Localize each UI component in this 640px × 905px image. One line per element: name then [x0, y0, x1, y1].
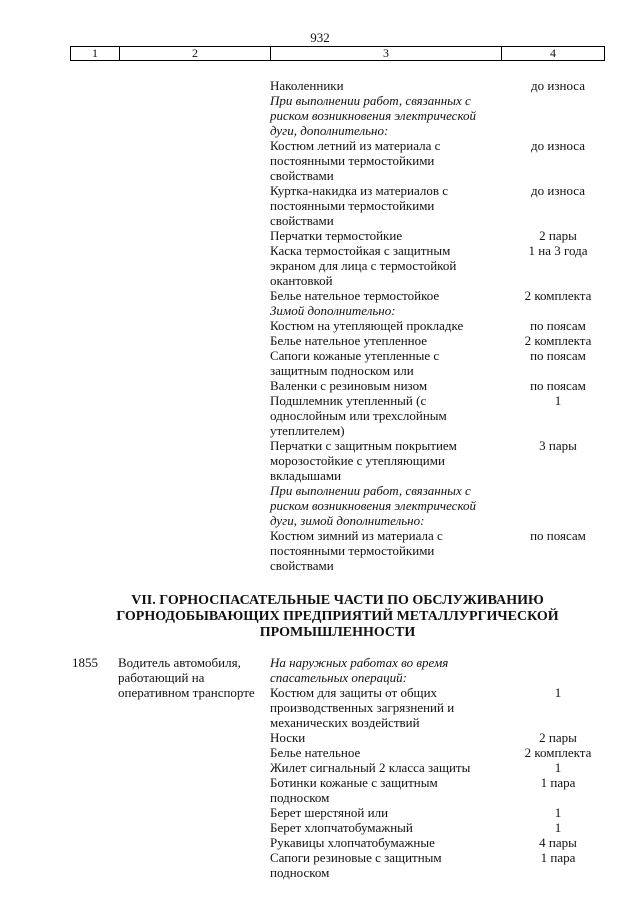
- item-name: Белье нательное термостойкое: [270, 288, 440, 303]
- list-item: [0, 243, 640, 288]
- list-item: [0, 78, 640, 93]
- item-norm: до износа: [531, 183, 585, 198]
- item-norm: 1: [554, 820, 562, 835]
- list-item: [0, 835, 640, 850]
- item-norm: 2 комплекта: [524, 745, 592, 760]
- item-name: Перчатки термостойкие: [270, 228, 403, 243]
- item-name: Подшлемник утепленный (с однослойным или трехслойным утеплителем): [270, 393, 447, 438]
- entry-ppe-list: [0, 655, 640, 880]
- item-name: Жилет сигнальный 2 класса защиты: [270, 760, 471, 775]
- list-item: [0, 438, 640, 483]
- item-norm: 1: [554, 805, 562, 820]
- list-item: [0, 745, 640, 760]
- item-name: Берет хлопчатобумажный: [270, 820, 413, 835]
- item-name: Белье нательное утепленное: [270, 333, 428, 348]
- item-norm: 4 пары: [539, 835, 577, 850]
- column-header-1: 1: [71, 47, 120, 60]
- item-norm: 3 пары: [539, 438, 577, 453]
- item-name: Берет шерстяной или: [270, 805, 389, 820]
- list-item: [0, 303, 640, 318]
- item-norm: 1 пара: [540, 775, 576, 790]
- item-name: Каска термостойкая с защитным экраном для лица с термостойкой окантовкой: [270, 243, 457, 288]
- condition-note: На наружных работах во время спасательных операций:: [270, 655, 449, 685]
- item-name: Сапоги кожаные утепленные с защитным подноском или: [270, 348, 440, 378]
- column-header-row: [70, 46, 605, 61]
- item-norm: 2 пары: [539, 228, 577, 243]
- item-norm: 2 комплекта: [524, 288, 592, 303]
- list-item: [0, 348, 640, 378]
- item-norm: по поясам: [530, 348, 586, 363]
- entry-position: Водитель автомобиля, работающий на оперативном транспорте: [118, 655, 255, 700]
- item-norm: 1 пара: [540, 850, 576, 865]
- item-norm: 1: [554, 685, 562, 700]
- list-item: [0, 288, 640, 303]
- item-name: Костюм для защиты от общих производственных загрязнений и механических воздействий: [270, 685, 455, 730]
- list-item: [0, 655, 640, 685]
- column-header-2: 2: [120, 47, 271, 60]
- list-item: [0, 483, 640, 528]
- item-norm: [508, 303, 608, 318]
- list-item: [0, 850, 640, 880]
- list-item: [0, 378, 640, 393]
- condition-note: При выполнении работ, связанных с риском возникновения электрической дуги, дополнительно:: [270, 93, 477, 138]
- item-norm: по поясам: [530, 318, 586, 333]
- item-norm: [508, 483, 608, 528]
- list-item: [0, 685, 640, 730]
- item-name: Костюм летний из материала с постоянными термостойкими свойствами: [270, 138, 441, 183]
- item-norm: до износа: [531, 78, 585, 93]
- item-norm: по поясам: [530, 378, 586, 393]
- item-name: Перчатки с защитным покрытием морозостойкие с утепляющими вкладышами: [270, 438, 457, 483]
- column-header-3: 3: [271, 47, 502, 60]
- item-norm: по поясам: [530, 528, 586, 543]
- item-norm: 2 комплекта: [524, 333, 592, 348]
- page-number: 932: [310, 30, 330, 45]
- condition-note: При выполнении работ, связанных с риском возникновения электрической дуги, зимой дополнительно:: [270, 483, 477, 528]
- list-item: [0, 333, 640, 348]
- list-item: [0, 775, 640, 805]
- item-name: Ботинки кожаные с защитным подноском: [270, 775, 438, 805]
- list-item: [0, 528, 640, 573]
- item-name: Наколенники: [270, 78, 344, 93]
- list-item: [0, 93, 640, 138]
- ppe-list-continued: [0, 78, 640, 573]
- item-name: Белье нательное: [270, 745, 361, 760]
- item-norm: [508, 655, 608, 685]
- list-item: [0, 820, 640, 835]
- section-title: VII. ГОРНОСПАСАТЕЛЬНЫЕ ЧАСТИ ПО ОБСЛУЖИВАНИЮ ГОРНОДОБЫВАЮЩИХ ПРЕДПРИЯТИЙ МЕТАЛЛУРГИЧЕСКОЙ ПРОМЫШЛЕННОСТИ: [116, 593, 559, 640]
- list-item: [0, 228, 640, 243]
- list-item: [0, 805, 640, 820]
- list-item: [0, 138, 640, 183]
- item-name: Костюм на утепляющей прокладке: [270, 318, 464, 333]
- column-header-4: 4: [550, 46, 556, 60]
- item-norm: до износа: [531, 138, 585, 153]
- item-name: Рукавицы хлопчатобумажные: [270, 835, 435, 850]
- item-norm: 1 на 3 года: [528, 243, 588, 258]
- list-item: [0, 183, 640, 228]
- list-item: [0, 393, 640, 438]
- item-name: Сапоги резиновые с защитным подноском: [270, 850, 442, 880]
- list-item: [0, 730, 640, 745]
- item-name: Куртка-накидка из материалов с постоянными термостойкими свойствами: [270, 183, 449, 228]
- entry-number: 1855: [72, 655, 98, 670]
- item-name: Валенки с резиновым низом: [270, 378, 428, 393]
- item-name: Носки: [270, 730, 306, 745]
- item-norm: [508, 93, 608, 138]
- item-norm: 1: [554, 393, 562, 408]
- list-item: [0, 318, 640, 333]
- item-norm: 2 пары: [539, 730, 577, 745]
- list-item: [0, 760, 640, 775]
- condition-note: Зимой дополнительно:: [270, 303, 396, 318]
- item-norm: 1: [554, 760, 562, 775]
- item-name: Костюм зимний из материала с постоянными термостойкими свойствами: [270, 528, 443, 573]
